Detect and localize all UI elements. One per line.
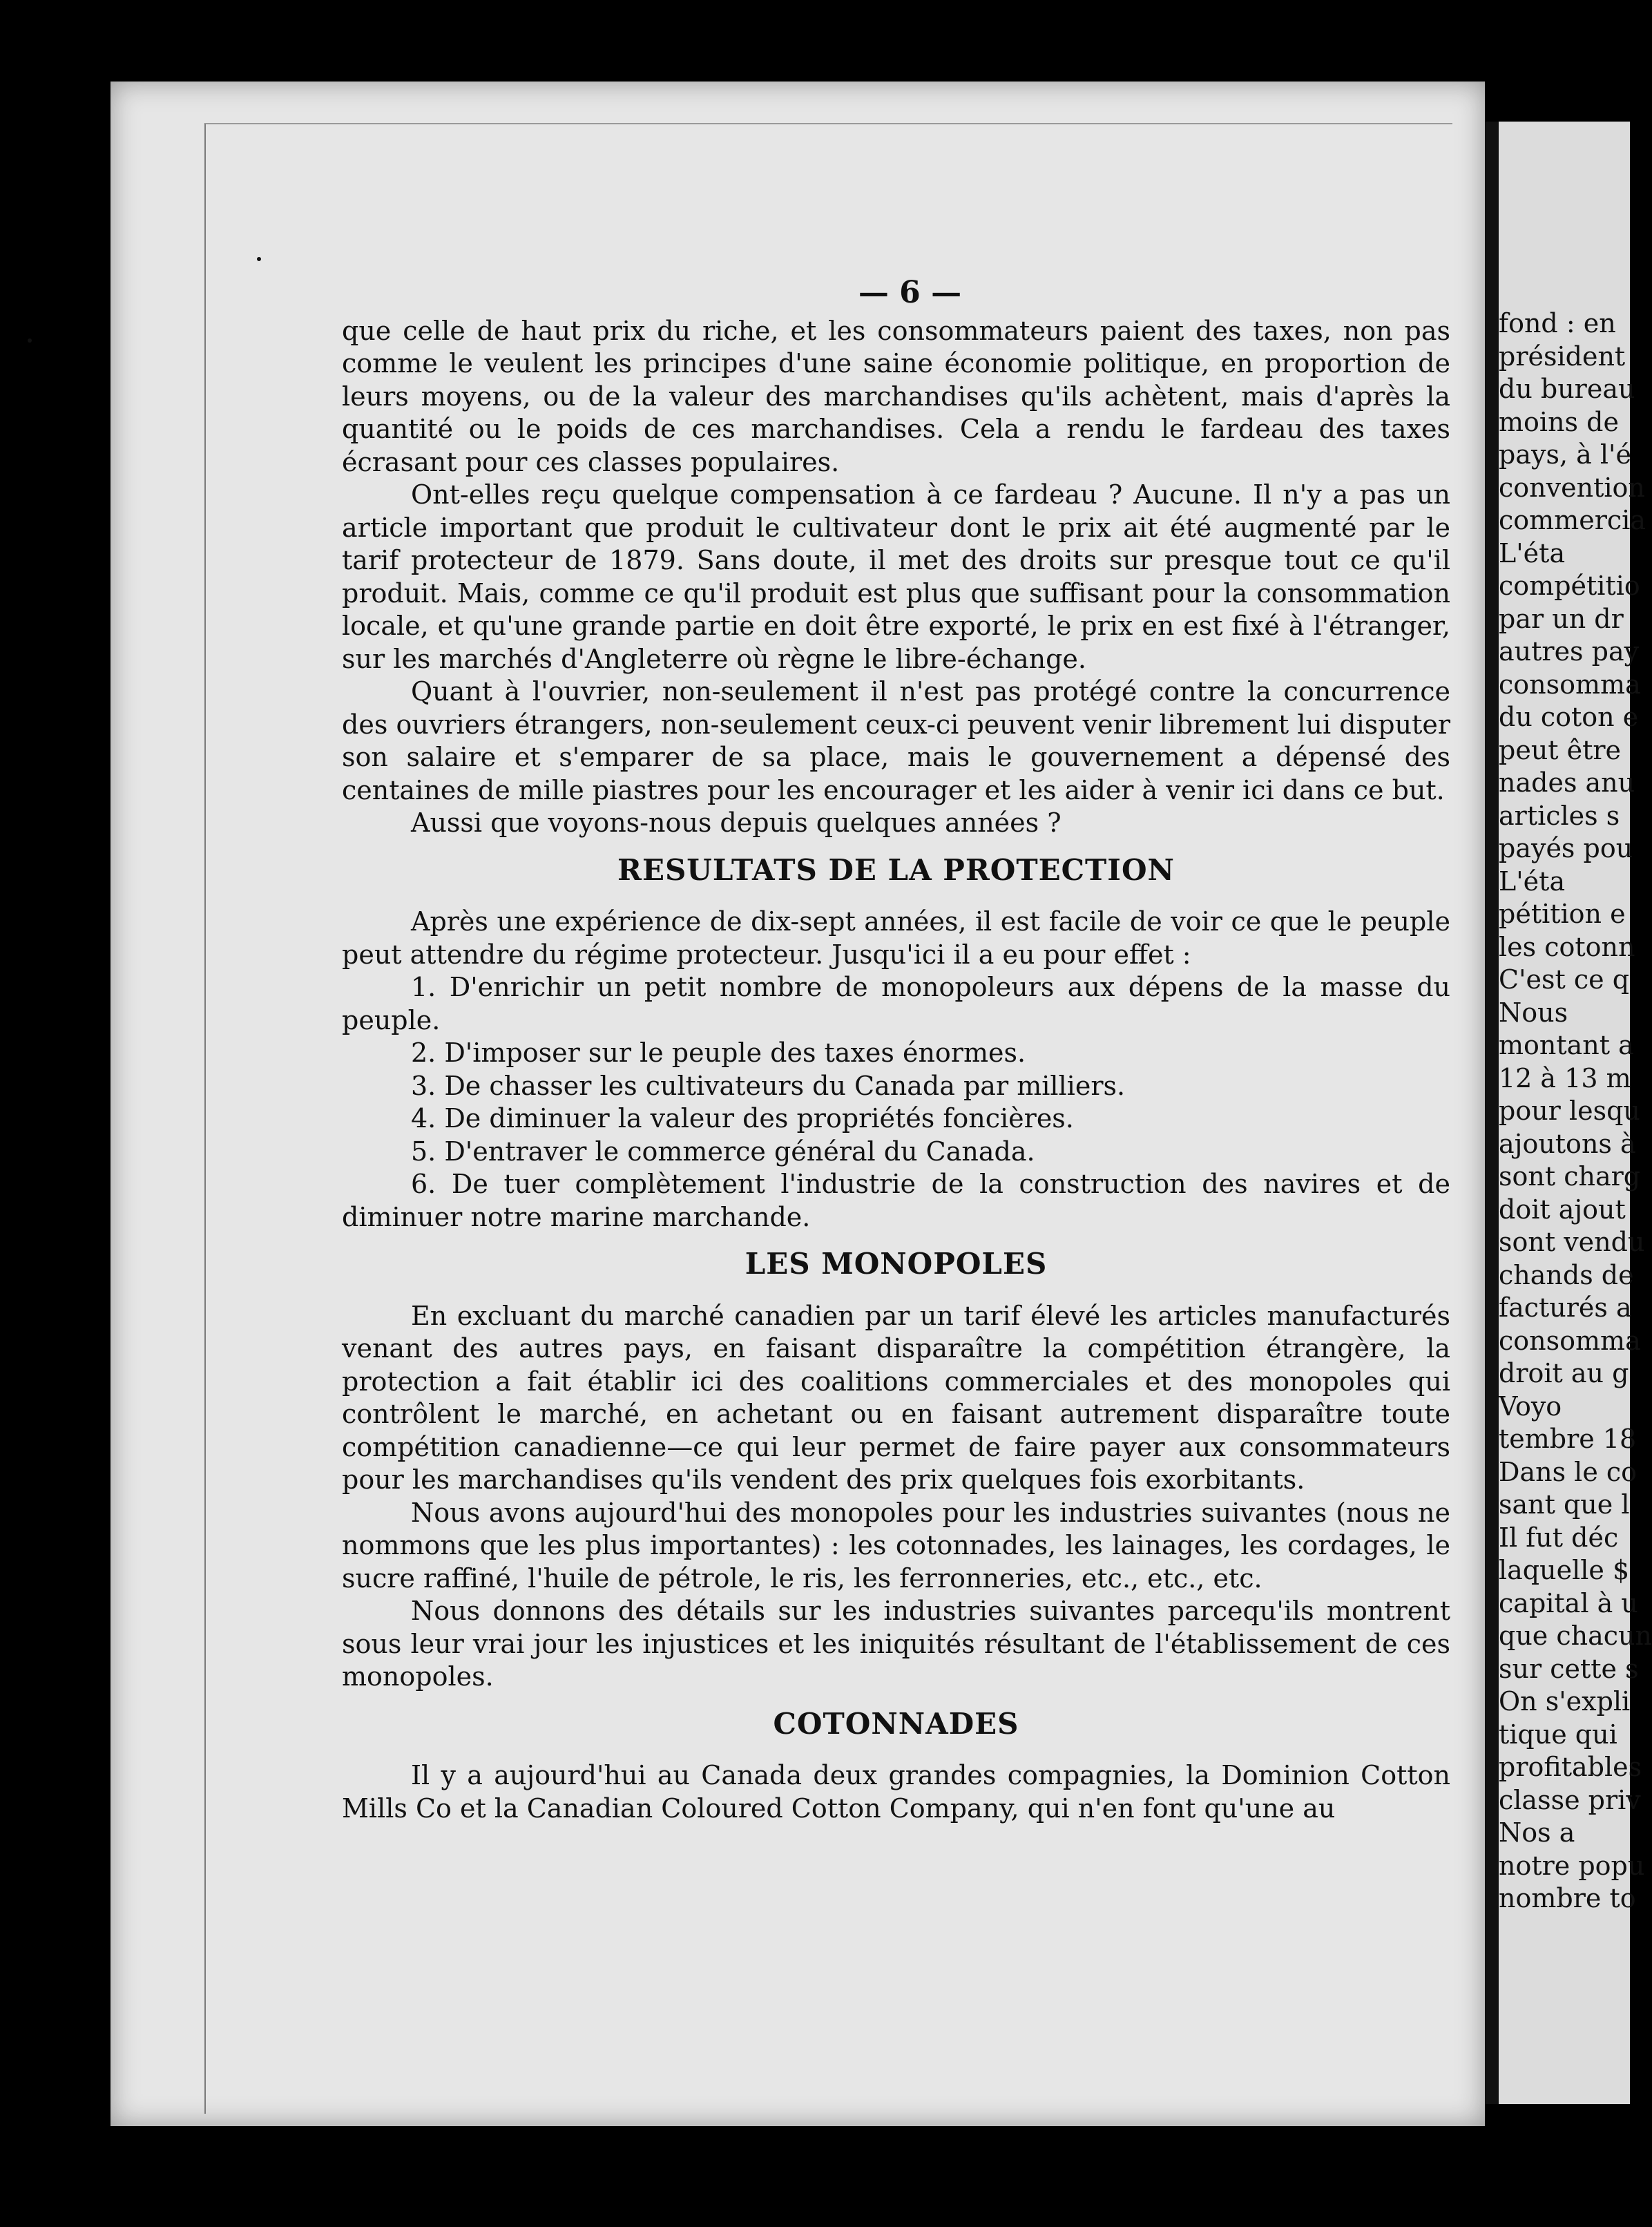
adjacent-page-line: 12 à 13 m — [1499, 1062, 1631, 1093]
adjacent-page-line: président — [1499, 341, 1626, 372]
adjacent-page-line: du bureau — [1499, 374, 1635, 404]
adjacent-page-line: pétition e — [1499, 899, 1626, 929]
adjacent-page-line: autres pay — [1499, 636, 1640, 667]
list-item: 2. D'imposer sur le peuple des taxes énormes. — [411, 1038, 1026, 1068]
adjacent-page-line: pays, à l'é — [1499, 439, 1631, 470]
paragraph: Ont-elles reçu quelque compensation à ce fardeau ? Aucune. Il n'y a pas un article important que produit le cultivateur dont le prix ait été augmenté par le tarif protecteur de 1879. Sans doute, il met des droits sur presque tout ce qu'il produit. Mais, comme ce qu'il produit est plus que suffisant pour la consommation locale, et qu'une grande partie en doit être exporté, le prix en est fixé à l'étranger, sur les marchés d'Angleterre où règne le libre-échange. — [342, 479, 1450, 674]
page-number: — 6 — — [858, 275, 962, 310]
adjacent-page-line: peut être — [1499, 734, 1622, 765]
adjacent-page-line: On s'expli — [1499, 1686, 1631, 1717]
list-item: 3. De chasser les cultivateurs du Canada par milliers. — [411, 1070, 1126, 1101]
list-item: 6. De tuer complètement l'industrie de la construction des navires et de diminuer notre marine marchande. — [342, 1169, 1450, 1232]
section-heading: LES MONOPOLES — [745, 1247, 1048, 1281]
paragraph: Aussi que voyons-nous depuis quelques années ? — [411, 807, 1062, 838]
adjacent-page-line: pour lesqu — [1499, 1096, 1640, 1126]
section-heading: RESULTATS DE LA PROTECTION — [617, 852, 1175, 887]
adjacent-page-line: articles s — [1499, 800, 1620, 831]
adjacent-page-line: les cotonn — [1499, 931, 1635, 962]
adjacent-page-line: doit ajout — [1499, 1194, 1626, 1225]
paragraph: Quant à l'ouvrier, non-seulement il n'est pas protégé contre la concurrence des ouvriers étrangers, non-seulement ceux-ci peuvent venir librement lui disputer son salaire et s'emparer de sa place, mais le gouvernement a dépensé des centaines de mille piastres pour les encourager et les aider à venir ici dans ce but. — [342, 676, 1450, 805]
adjacent-page-line: notre popu — [1499, 1850, 1645, 1881]
adjacent-page-line: Dans le co — [1499, 1456, 1637, 1487]
adjacent-page-line: Il fut déc — [1499, 1522, 1619, 1553]
adjacent-page-line: nombre to — [1499, 1883, 1636, 1913]
adjacent-page-line: que chacun — [1499, 1621, 1652, 1651]
adjacent-page-line: payés pou — [1499, 833, 1633, 863]
adjacent-page-line: C'est ce q — [1499, 964, 1630, 995]
adjacent-page-line: L'éta — [1499, 537, 1566, 568]
adjacent-page-line: commercia — [1499, 505, 1646, 535]
adjacent-page-line: Nous — [1499, 997, 1568, 1028]
section-heading: COTONNADES — [773, 1706, 1019, 1741]
paragraph: Nous avons aujourd'hui des monopoles pour les industries suivantes (nous ne nommons que les plus importantes) : les cotonnades, les lainages, les cordages, le sucre raffiné, l'huile de pétrole, le ris, les ferronneries, etc., etc., etc. — [342, 1497, 1450, 1594]
adjacent-page-line: tique qui — [1499, 1719, 1617, 1750]
adjacent-page-line: droit au g — [1499, 1358, 1629, 1388]
adjacent-page-line: nades anu — [1499, 767, 1635, 798]
scan-speck — [28, 338, 32, 343]
adjacent-page-text — [1499, 307, 1652, 1915]
adjacent-page-line: sant que l — [1499, 1489, 1630, 1520]
adjacent-page-line: capital à u — [1499, 1587, 1638, 1618]
scan-speck — [257, 257, 261, 261]
adjacent-page-line: facturés a — [1499, 1292, 1632, 1323]
adjacent-page-line: moins de — [1499, 406, 1619, 437]
adjacent-page-line: compétitio — [1499, 571, 1640, 601]
adjacent-page-line: ajoutons à — [1499, 1128, 1636, 1159]
article-body — [342, 276, 1450, 1825]
list-item: 1. D'enrichir un petit nombre de monopoleurs aux dépens de la masse du peuple. — [342, 972, 1450, 1035]
adjacent-page-line: sur cette s — [1499, 1653, 1639, 1684]
paragraph: En excluant du marché canadien par un tarif élevé les articles manufacturés venant des autres pays, en faisant disparaître la compétition étrangère, la protection a fait établir ici des coalitions commerciales et des monopoles qui contrôlent le marché, en achetant ou en faisant autrement disparaître toute compétition canadienne—ce qui leur permet de faire payer aux consommateurs pour les marchandises qu'ils vendent des prix quelques fois exorbitants. — [342, 1300, 1450, 1495]
adjacent-page-line: laquelle $ — [1499, 1555, 1630, 1585]
adjacent-page-line: Nos a — [1499, 1817, 1575, 1848]
paragraph: Après une expérience de dix-sept années, il est facile de voir ce que le peuple peut attendre du régime protecteur. Jusqu'ici il a eu pour effet : — [342, 906, 1450, 970]
paragraph: Nous donnons des détails sur les industries suivantes parcequ'ils montrent sous leur vrai jour les injustices et les iniquités résultant de l'établissement de ces monopoles. — [342, 1596, 1450, 1692]
binding-gutter — [1485, 122, 1499, 2104]
adjacent-page-line: tembre 18 — [1499, 1424, 1637, 1454]
adjacent-page-line: L'éta — [1499, 866, 1566, 897]
adjacent-page-line: sont charg — [1499, 1161, 1641, 1192]
adjacent-page-line: consomma — [1499, 1325, 1641, 1356]
adjacent-page-line: Voyo — [1499, 1390, 1562, 1422]
adjacent-page-line: fond : en — [1499, 308, 1616, 338]
adjacent-page-line: par un dr — [1499, 603, 1624, 634]
paragraph: Il y a aujourd'hui au Canada deux grandes compagnies, la Dominion Cotton Mills Co et la Canadian Coloured Cotton Company, qui n'en font qu'une au — [342, 1760, 1450, 1824]
adjacent-page-line: montant a — [1499, 1030, 1634, 1060]
adjacent-page-line: convention — [1499, 472, 1645, 503]
adjacent-page-line: profitables — [1499, 1752, 1642, 1782]
adjacent-page-line: consomma — [1499, 669, 1641, 700]
adjacent-page-line: du coton e — [1499, 702, 1639, 732]
adjacent-page-line: classe priv — [1499, 1784, 1641, 1815]
list-item: 4. De diminuer la valeur des propriétés foncières. — [411, 1103, 1074, 1134]
paragraph: que celle de haut prix du riche, et les consommateurs paient des taxes, non pas comme le veulent les principes d'une saine économie politique, en proportion de leurs moyens, ou de la valeur des marchandises qu'ils achètent, mais d'après la quantité ou le poids de ces marchandises. Cela a rendu le fardeau des taxes écrasant pour ces classes populaires. — [342, 315, 1450, 477]
adjacent-page-line: chands de — [1499, 1259, 1634, 1290]
adjacent-page-line: sont vendu — [1499, 1227, 1645, 1257]
list-item: 5. D'entraver le commerce général du Canada. — [411, 1136, 1035, 1167]
